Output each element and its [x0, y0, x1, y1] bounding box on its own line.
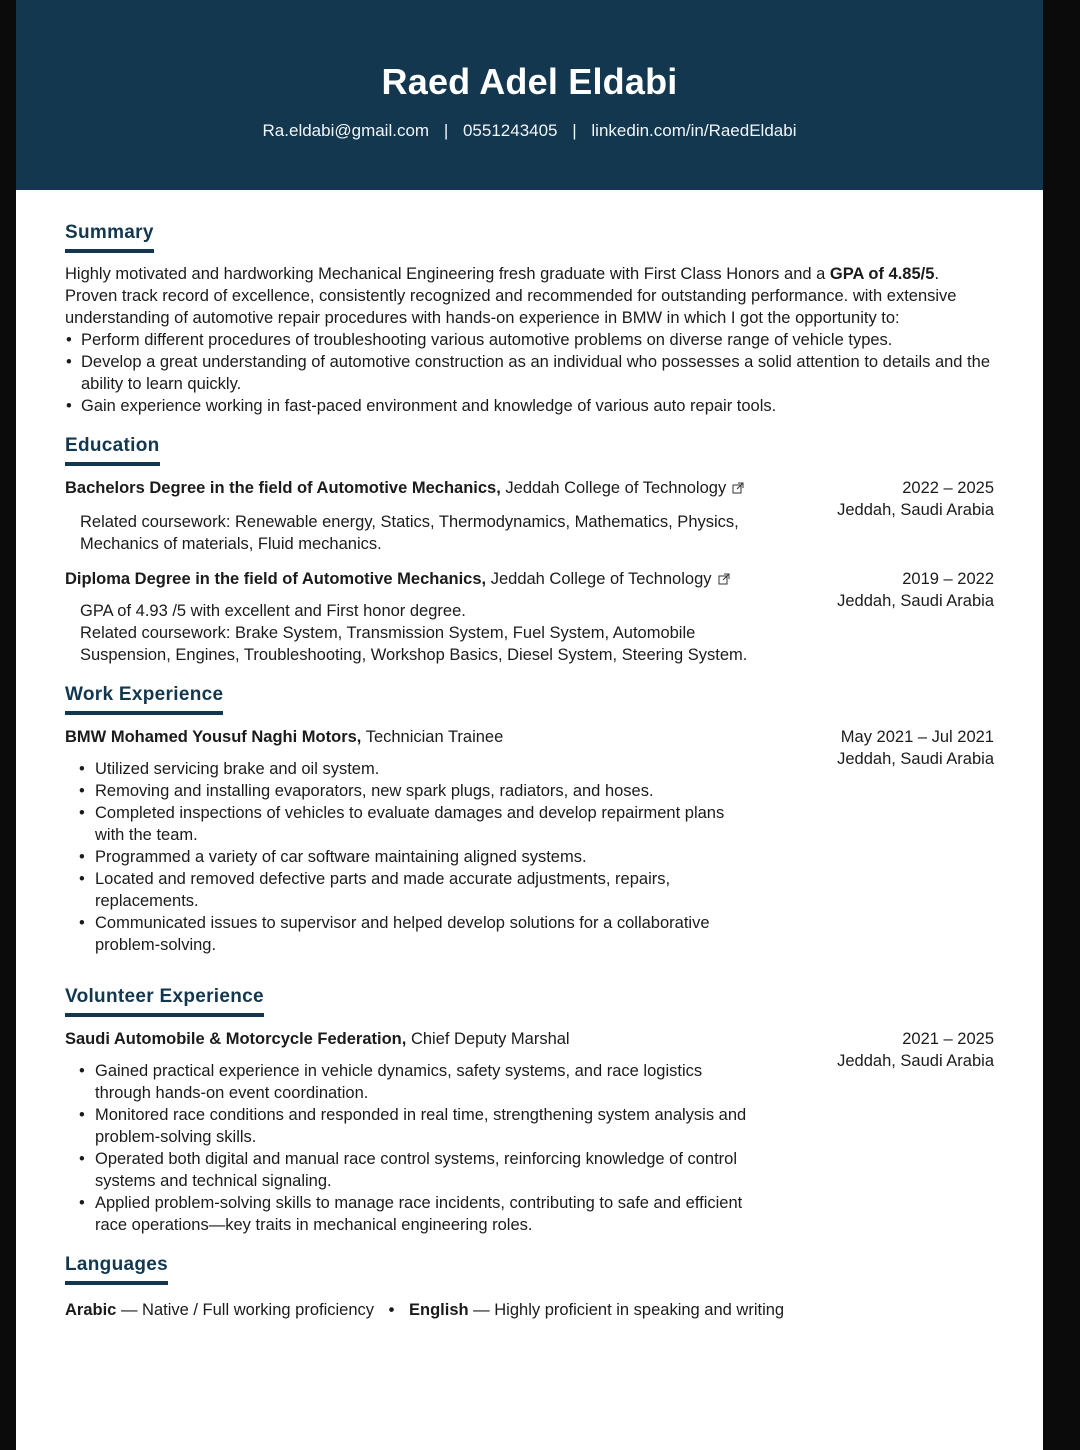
date-range: May 2021 – Jul 2021 [840, 728, 994, 746]
summary-intro-b: . Proven track record of excellence, consistently recognized and recommended for outstanding performance. with extensive understanding of automotive repair procedures with hands-on experience in BMW in which I got the opportunity to: [65, 265, 957, 327]
list-item: • Develop a great understanding of automotive construction as an individual who possesses a solid attention to details and the ability to learn quickly. [65, 351, 994, 395]
summary-paragraph [65, 263, 994, 329]
education-details [65, 511, 770, 555]
education-section [65, 435, 994, 666]
list-item: • Monitored race conditions and responded in real time, strengthening system analysis and problem-solving skills. [65, 1104, 755, 1148]
section-title-volunteer: Volunteer Experience [65, 986, 264, 1017]
volunteer-section [65, 986, 994, 1236]
languages-section [65, 1254, 994, 1321]
list-item: • Gain experience working in fast-paced environment and knowledge of various auto repair tools. [65, 395, 994, 417]
language-separator: • [388, 1301, 395, 1319]
school-link[interactable]: Jeddah College of Technology [490, 570, 712, 588]
location: Jeddah, Saudi Arabia [837, 501, 994, 519]
education-entry-meta [837, 568, 994, 612]
language-name: Arabic [65, 1301, 117, 1319]
organization-name: Saudi Automobile & Motorcycle Federation, [65, 1030, 407, 1048]
list-item: • Removing and installing evaporators, new spark plugs, radiators, and hoses. [65, 780, 755, 802]
education-entry [65, 568, 994, 666]
location: Jeddah, Saudi Arabia [837, 750, 994, 768]
languages-line [65, 1299, 994, 1321]
work-bullets [65, 758, 755, 956]
section-title-summary: Summary [65, 222, 154, 253]
degree-title: Diploma Degree in the field of Automotive Mechanics, [65, 570, 487, 588]
list-item: • Applied problem-solving skills to manage race incidents, contributing to safe and efficient race operations—key traits in mechanical engineering roles. [65, 1192, 755, 1236]
work-entry-meta [837, 726, 994, 770]
language-level: — Native / Full working proficiency [116, 1301, 375, 1319]
section-title-education: Education [65, 435, 160, 466]
date-range: 2019 – 2022 [902, 570, 994, 588]
location: Jeddah, Saudi Arabia [837, 1052, 994, 1070]
phone-number[interactable]: 0551243405 [462, 121, 558, 140]
date-range: 2021 – 2025 [902, 1030, 994, 1048]
list-item: • Communicated issues to supervisor and helped develop solutions for a collaborative problem-solving. [65, 912, 755, 956]
degree-title: Bachelors Degree in the field of Automotive Mechanics, [65, 479, 501, 497]
summary-bullets [65, 329, 994, 417]
summary-gpa: GPA of 4.85/5 [829, 265, 935, 283]
section-title-work: Work Experience [65, 684, 223, 715]
education-details [65, 600, 770, 666]
date-range: 2022 – 2025 [902, 479, 994, 497]
external-link-icon[interactable] [718, 573, 730, 585]
list-item: • Gained practical experience in vehicle dynamics, safety systems, and race logistics through hands-on event coordination. [65, 1060, 755, 1104]
contact-line [16, 120, 1043, 142]
volunteer-entry-meta [837, 1028, 994, 1072]
summary-section [65, 190, 994, 417]
list-item: • Perform different procedures of troubleshooting various automotive problems on diverse range of vehicle types. [65, 329, 994, 351]
contact-separator: | [443, 121, 449, 140]
school-link[interactable]: Jeddah College of Technology [505, 479, 727, 497]
linkedin-link[interactable]: linkedin.com/in/RaedEldabi [591, 121, 797, 140]
employer-name: BMW Mohamed Yousuf Naghi Motors, [65, 728, 362, 746]
volunteer-entry [65, 1028, 994, 1236]
job-role: Technician Trainee [365, 728, 504, 746]
summary-intro-a: Highly motivated and hardworking Mechanical Engineering fresh graduate with First Class Honors and a [65, 265, 830, 283]
contact-separator: | [572, 121, 577, 140]
candidate-name: Raed Adel Eldabi [381, 61, 678, 102]
volunteer-bullets [65, 1060, 755, 1236]
email-link[interactable]: Ra.eldabi@gmail.com [262, 121, 430, 140]
external-link-icon[interactable] [732, 482, 744, 494]
list-item: • Operated both digital and manual race control systems, reinforcing knowledge of control systems and technical signaling. [65, 1148, 755, 1192]
volunteer-role: Chief Deputy Marshal [410, 1030, 570, 1048]
gpa-line: GPA of 4.93 /5 with excellent and First honor degree. [80, 602, 466, 620]
list-item: • Completed inspections of vehicles to evaluate damages and develop repairment plans with the team. [65, 802, 755, 846]
education-entry-meta [837, 477, 994, 521]
education-entry [65, 477, 994, 555]
coursework-line: Related coursework: Brake System, Transmission System, Fuel System, Automobile Suspension, Engines, Troubleshooting, Workshop Basics, Diesel System, Steering System. [80, 624, 748, 664]
work-section [65, 684, 994, 956]
language-level: — Highly proficient in speaking and writing [468, 1301, 785, 1319]
language-name: English [409, 1301, 469, 1319]
list-item: • Utilized servicing brake and oil system. [65, 758, 755, 780]
resume-content [16, 190, 1043, 1321]
coursework-line: Related coursework: Renewable energy, Statics, Thermodynamics, Mathematics, Physics, Mechanics of materials, Fluid mechanics. [80, 513, 739, 553]
location: Jeddah, Saudi Arabia [837, 592, 994, 610]
work-entry [65, 726, 994, 956]
resume-page [16, 0, 1043, 1450]
list-item: • Programmed a variety of car software maintaining aligned systems. [65, 846, 755, 868]
section-title-languages: Languages [65, 1254, 168, 1285]
list-item: • Located and removed defective parts and made accurate adjustments, repairs, replacements. [65, 868, 755, 912]
resume-header [16, 0, 1043, 190]
